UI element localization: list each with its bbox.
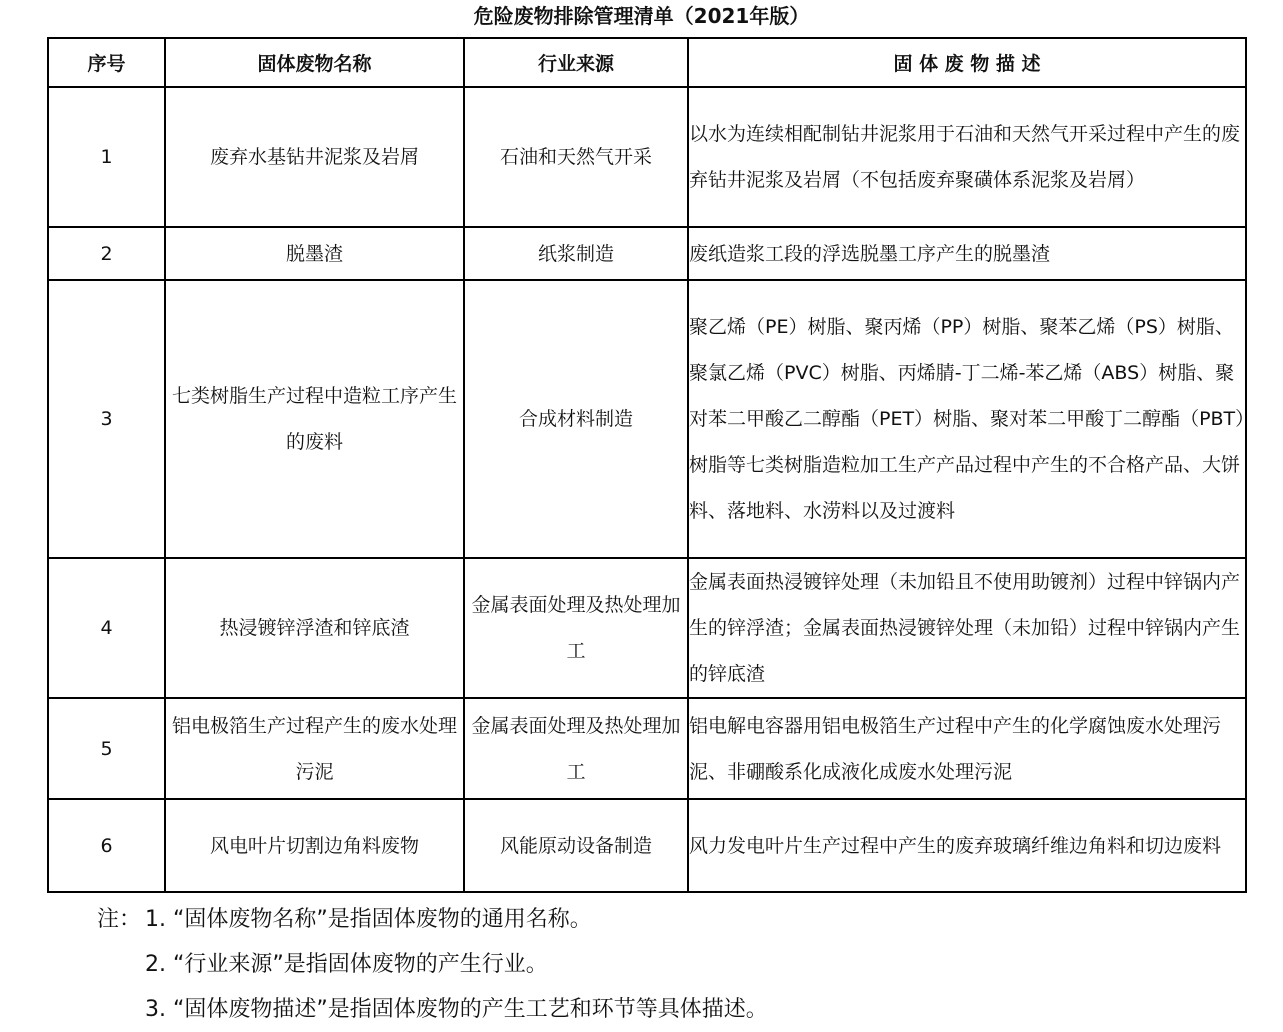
header-name: 固体废物名称 bbox=[165, 38, 464, 87]
row-source: 金属表面处理及热处理加工 bbox=[464, 558, 688, 698]
row-source: 风能原动设备制造 bbox=[464, 799, 688, 892]
notes-prefix: 注： bbox=[97, 907, 142, 932]
document-title: 危险废物排除管理清单（2021年版） bbox=[473, 4, 810, 28]
row-description: 废纸造浆工段的浮选脱墨工序产生的脱墨渣 bbox=[688, 227, 1246, 280]
note-text: 1. “固体废物名称”是指固体废物的通用名称。 bbox=[145, 907, 592, 932]
table-header bbox=[48, 38, 1246, 87]
row-source: 合成材料制造 bbox=[464, 280, 688, 558]
row-index: 2 bbox=[48, 227, 165, 280]
note-text: 2. “行业来源”是指固体废物的产生行业。 bbox=[145, 952, 548, 977]
row-name: 七类树脂生产过程中造粒工序产生的废料 bbox=[165, 280, 464, 558]
row-index: 6 bbox=[48, 799, 165, 892]
row-source: 金属表面处理及热处理加工 bbox=[464, 698, 688, 799]
row-description: 铝电解电容器用铝电极箔生产过程中产生的化学腐蚀废水处理污泥、非硼酸系化成液化成废水处理污泥 bbox=[688, 698, 1246, 799]
row-description: 金属表面热浸镀锌处理（未加铅且不使用助镀剂）过程中锌锅内产生的锌浮渣；金属表面热浸镀锌处理（未加铅）过程中锌锅内产生的锌底渣 bbox=[688, 558, 1246, 698]
table-row bbox=[48, 558, 1246, 698]
header-row bbox=[48, 38, 1246, 87]
table-row bbox=[48, 87, 1246, 227]
table-row bbox=[48, 227, 1246, 280]
row-index: 3 bbox=[48, 280, 165, 558]
table-row bbox=[48, 698, 1246, 799]
row-name: 铝电极箔生产过程产生的废水处理污泥 bbox=[165, 698, 464, 799]
note-text: 3. “固体废物描述”是指固体废物的产生工艺和环节等具体描述。 bbox=[145, 997, 768, 1022]
row-name: 脱墨渣 bbox=[165, 227, 464, 280]
table-body bbox=[48, 87, 1246, 892]
header-source: 行业来源 bbox=[464, 38, 688, 87]
table-row bbox=[48, 799, 1246, 892]
table-row bbox=[48, 280, 1246, 558]
header-description: 固 体 废 物 描 述 bbox=[688, 38, 1246, 87]
row-index: 1 bbox=[48, 87, 165, 227]
row-description: 聚乙烯（PE）树脂、聚丙烯（PP）树脂、聚苯乙烯（PS）树脂、聚氯乙烯（PVC）树脂、丙烯腈-丁二烯-苯乙烯（ABS）树脂、聚对苯二甲酸乙二醇酯（PET）树脂、聚对苯二甲酸丁二醇酯（PBT）树脂等七类树脂造粒加工生产产品过程中产生的不合格产品、大饼料、落地料、水涝料以及过渡料 bbox=[688, 280, 1246, 558]
waste-exclusion-table bbox=[47, 37, 1247, 893]
note-line-1 bbox=[97, 897, 768, 942]
note-line-3 bbox=[97, 987, 768, 1032]
row-source: 纸浆制造 bbox=[464, 227, 688, 280]
row-index: 5 bbox=[48, 698, 165, 799]
note-line-2 bbox=[97, 942, 768, 987]
row-source: 石油和天然气开采 bbox=[464, 87, 688, 227]
row-name: 风电叶片切割边角料废物 bbox=[165, 799, 464, 892]
row-name: 废弃水基钻井泥浆及岩屑 bbox=[165, 87, 464, 227]
row-name: 热浸镀锌浮渣和锌底渣 bbox=[165, 558, 464, 698]
notes-section bbox=[97, 897, 768, 1032]
row-description: 风力发电叶片生产过程中产生的废弃玻璃纤维边角料和切边废料 bbox=[688, 799, 1246, 892]
row-description: 以水为连续相配制钻井泥浆用于石油和天然气开采过程中产生的废弃钻井泥浆及岩屑（不包括废弃聚磺体系泥浆及岩屑） bbox=[688, 87, 1246, 227]
row-index: 4 bbox=[48, 558, 165, 698]
header-index: 序号 bbox=[48, 38, 165, 87]
